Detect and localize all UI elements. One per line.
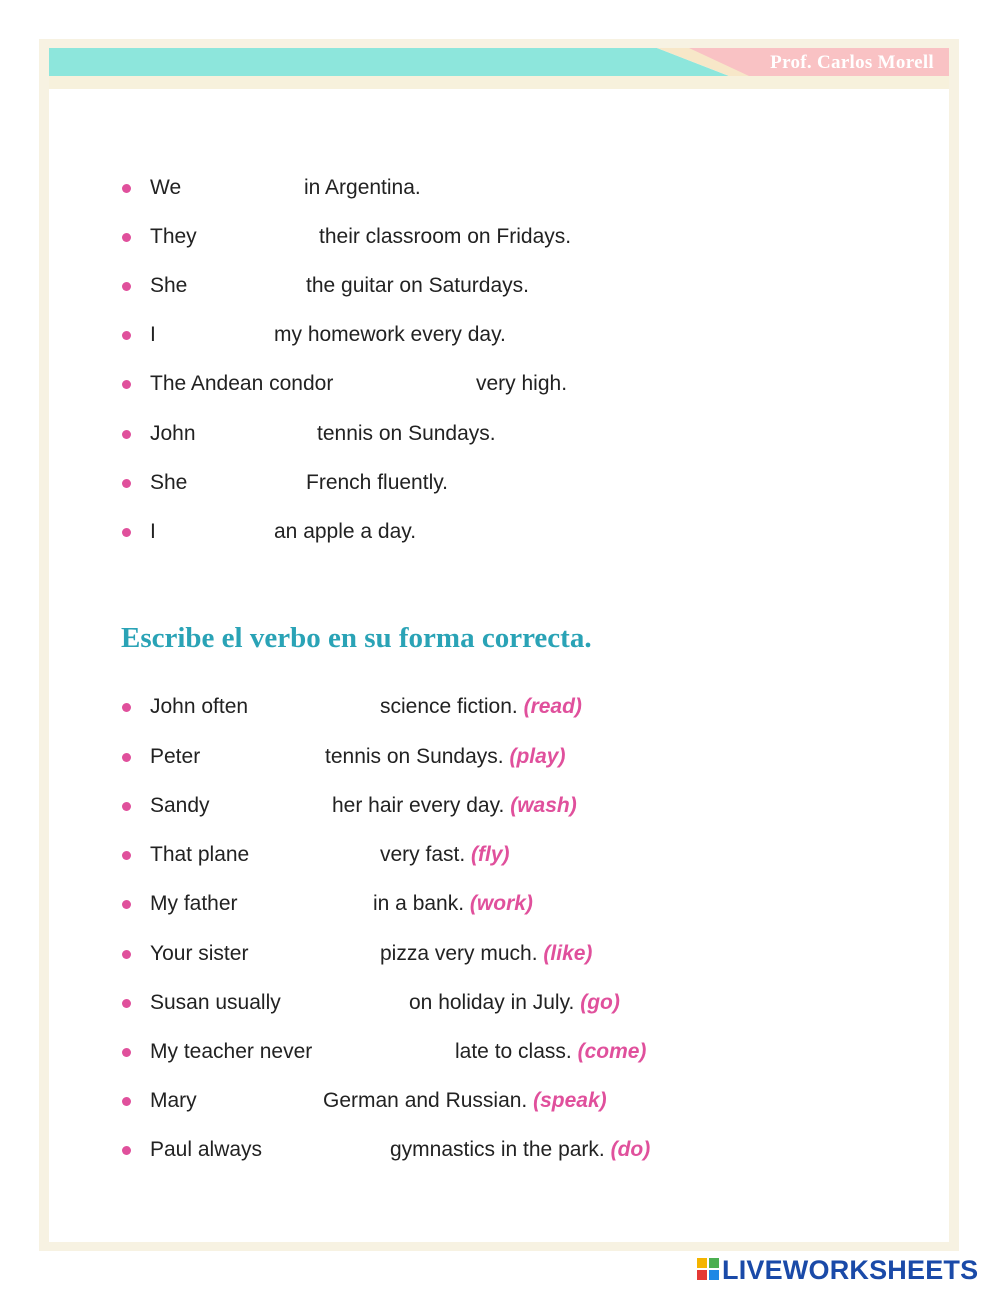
brand-name: LIVEWORKSHEETS xyxy=(722,1254,979,1285)
sentence-start: Paul always xyxy=(150,1138,263,1161)
sentence-end xyxy=(380,939,592,969)
header-band xyxy=(49,48,949,89)
sentence-start: Mary xyxy=(150,1089,197,1112)
verb-hint: (like) xyxy=(543,942,593,965)
bullet-icon xyxy=(122,753,131,762)
sentence-start: Susan usually xyxy=(150,991,281,1014)
liveworksheets-brand xyxy=(697,1254,978,1286)
sentence-end-text: late to class. xyxy=(455,1040,572,1063)
sentence-end-text: very high. xyxy=(476,372,568,395)
sentence-end-text: pizza very much. xyxy=(380,942,538,965)
bullet-icon xyxy=(122,430,131,439)
sentence-start: She xyxy=(150,471,188,494)
bullet-icon xyxy=(122,703,131,712)
bullet-icon xyxy=(122,479,131,488)
sentence-start: Your sister xyxy=(150,942,249,965)
sentence-end-text: gymnastics in the park. xyxy=(390,1138,605,1161)
sentence-end xyxy=(304,173,421,203)
sentence-end xyxy=(323,1086,607,1116)
bullet-icon xyxy=(122,1146,131,1155)
sentence-start: The Andean condor xyxy=(150,372,334,395)
sentence-start: That plane xyxy=(150,843,250,866)
sentence-end xyxy=(306,271,529,301)
sentence-end xyxy=(306,468,448,498)
sentence-end-text: on holiday in July. xyxy=(409,991,575,1014)
sentence-end xyxy=(455,1037,646,1067)
sentence-start: My teacher never xyxy=(150,1040,313,1063)
section-title: Escribe el verbo en su forma correcta. xyxy=(121,622,592,654)
bullet-icon xyxy=(122,851,131,860)
sentence-end-text: tennis on Sundays. xyxy=(325,745,504,768)
verb-hint: (play) xyxy=(509,745,566,768)
sentence-end-text: science fiction. xyxy=(380,695,518,718)
verb-hint: (read) xyxy=(523,695,582,718)
sentence-end-text: her hair every day. xyxy=(332,794,505,817)
sentence-start: John xyxy=(150,422,196,445)
sentence-end-text: my homework every day. xyxy=(274,323,506,346)
sentence-end xyxy=(274,320,506,350)
sentence-end xyxy=(319,222,571,252)
verb-hint: (go) xyxy=(580,991,620,1014)
sentence-start: They xyxy=(150,225,197,248)
sentence-start: I xyxy=(150,323,156,346)
sentence-end xyxy=(476,369,567,399)
verb-hint: (wash) xyxy=(510,794,577,817)
sentence-start: Peter xyxy=(150,745,201,768)
verb-hint: (fly) xyxy=(471,843,510,866)
sentence-end xyxy=(274,517,416,547)
verb-hint: (do) xyxy=(610,1138,651,1161)
sentence-end-text: very fast. xyxy=(380,843,466,866)
verb-hint: (come) xyxy=(577,1040,647,1063)
sentence-end xyxy=(373,889,533,919)
sentence-end-text: French fluently. xyxy=(306,471,449,494)
bullet-icon xyxy=(122,1048,131,1057)
bullet-icon xyxy=(122,802,131,811)
bullet-icon xyxy=(122,999,131,1008)
verb-hint: (speak) xyxy=(533,1089,607,1112)
bullet-icon xyxy=(122,900,131,909)
bullet-icon xyxy=(122,528,131,537)
bullet-icon xyxy=(122,184,131,193)
sentence-end xyxy=(380,840,510,870)
sentence-end xyxy=(325,742,565,772)
sentence-start: We xyxy=(150,176,182,199)
sentence-end-text: German and Russian. xyxy=(323,1089,528,1112)
bullet-icon xyxy=(122,282,131,291)
sentence-start: My father xyxy=(150,892,238,915)
sentence-end-text: tennis on Sundays. xyxy=(317,422,496,445)
sentence-end xyxy=(332,791,577,821)
sentence-end xyxy=(380,692,582,722)
bullet-icon xyxy=(122,950,131,959)
verb-hint: (work) xyxy=(469,892,533,915)
sentence-end xyxy=(390,1135,650,1165)
author-name: Prof. Carlos Morell xyxy=(770,52,934,73)
bullet-icon xyxy=(122,233,131,242)
bullet-icon xyxy=(122,331,131,340)
sentence-start: John often xyxy=(150,695,249,718)
bullet-icon xyxy=(122,380,131,389)
sentence-start: Sandy xyxy=(150,794,210,817)
sentence-end-text: their classroom on Fridays. xyxy=(319,225,572,248)
sentence-end-text: in a bank. xyxy=(373,892,465,915)
sentence-end xyxy=(317,419,496,449)
liveworksheets-logo-icon xyxy=(697,1258,719,1282)
sentence-end xyxy=(409,988,620,1018)
sentence-start: She xyxy=(150,274,188,297)
sentence-end-text: an apple a day. xyxy=(274,520,417,543)
sentence-end-text: in Argentina. xyxy=(304,176,421,199)
sentence-end-text: the guitar on Saturdays. xyxy=(306,274,529,297)
sentence-start: I xyxy=(150,520,156,543)
bullet-icon xyxy=(122,1097,131,1106)
